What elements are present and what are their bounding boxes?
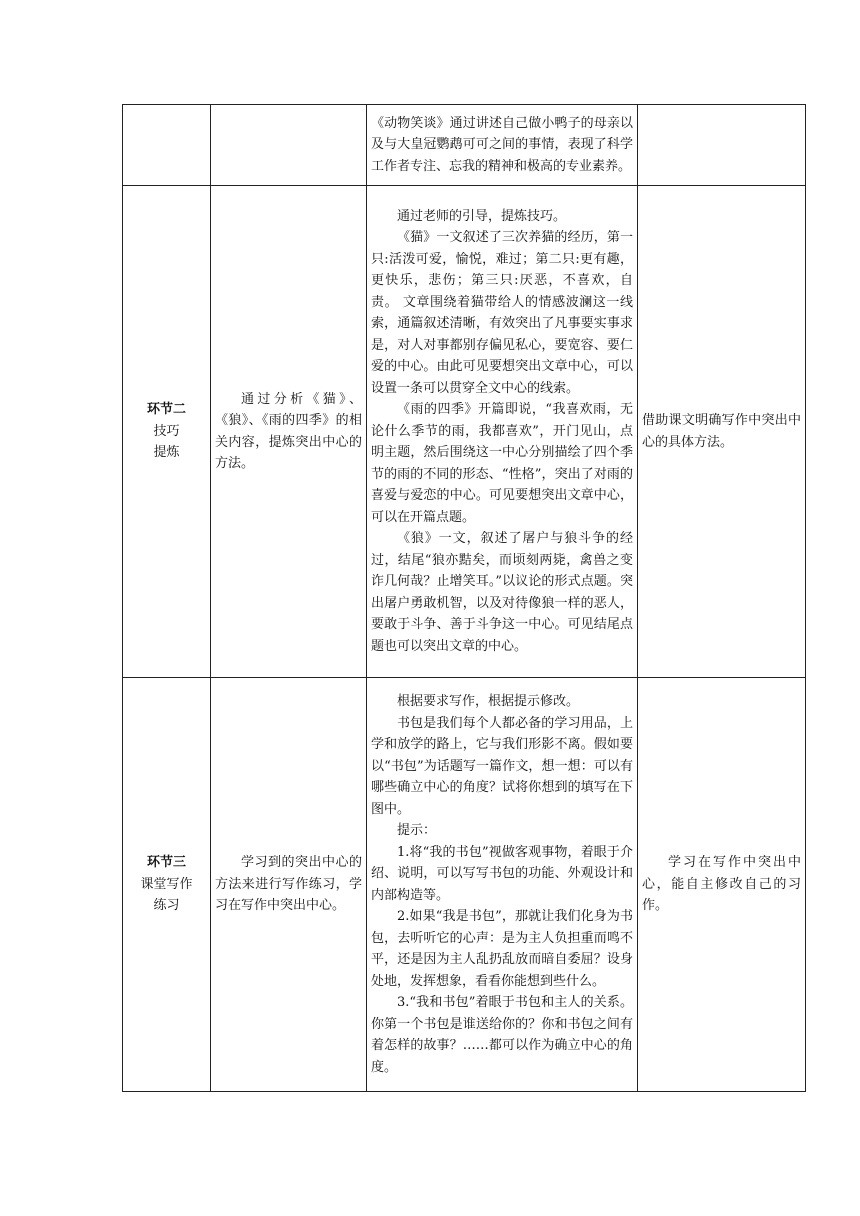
intent-cell: 借助课文明确写作中突出中心的具体方法。 <box>638 186 806 678</box>
content-cell <box>367 186 638 678</box>
stage-title: 环节三 <box>146 855 186 871</box>
content-paragraph: 提示： <box>397 823 437 838</box>
stage-subtitle: 练习 <box>153 898 180 914</box>
content-paragraph: 通过老师的引导，提炼技巧。 <box>397 208 567 224</box>
goal-cell: 通过分析《猫》、《狼》、《雨的四季》的相关内容，提炼突出中心的方法。 <box>211 186 367 678</box>
content-paragraph: 《猫》一文叙述了三次养猫的经历，第一只:活泼可爱，愉悦，难过；第二只:更有趣，更快乐，悲伤；第三只:厌恶，不喜欢，自责。 文章围绕着猫带给人的情感波澜这一线索，通篇叙述清晰，有效突出了凡事要实事求是，对人对事都别存偏见私心，要宽容、要仁爱的中心。由此可见要想突出文章中心，可以设置一条可以贯穿全文中心的线索。 <box>371 230 633 396</box>
stage-subtitle: 课堂写作 <box>140 876 193 892</box>
stage-title: 环节二 <box>146 402 186 418</box>
intent-cell: 学习在写作中突出中心，能自主修改自己的习作。 <box>638 678 806 1092</box>
stage-subtitle: 技巧 <box>153 423 180 439</box>
content-paragraph: 书包是我们每个人都必备的学习用品，上学和放学的路上，它与我们形影不离。假如要以“书包”为话题写一篇作文，想一想：可以有哪些确立中心的角度？试将你想到的填写在下图中。 <box>371 715 633 817</box>
stage-cell <box>123 678 211 1092</box>
table-row <box>123 186 806 678</box>
content-paragraph: 根据要求写作，根据提示修改。 <box>397 694 580 709</box>
content-paragraph: 2.如果“我是书包”，那就让我们化身为书包，去听听它的心声：是为主人负担重而鸣不平，还是因为主人乱扔乱放而暗自委屈？设身处地，发挥想象，看看你能想到些什么。 <box>371 909 633 989</box>
stage-cell <box>123 186 211 678</box>
intent-cell <box>638 105 806 186</box>
content-paragraph: 《动物笑谈》通过讲述自己做小鸭子的母亲以及与大皇冠鹦鹉可可之间的事情，表现了科学工作者专注、忘我的精神和极高的专业素养。 <box>371 115 633 174</box>
table-row <box>123 678 806 1092</box>
content-cell <box>367 105 638 186</box>
stage-cell <box>123 105 211 186</box>
lesson-plan-table <box>122 104 806 1092</box>
content-cell <box>367 678 638 1092</box>
content-paragraph: 1.将“我的书包”视做客观事物，着眼于介绍、说明，可以写写书包的功能、外观设计和内部构造等。 <box>371 844 633 903</box>
content-paragraph: 3.“我和书包”着眼于书包和主人的关系。你第一个书包是谁送给你的？你和书包之间有着怎样的故事？……都可以作为确立中心的角度。 <box>371 995 633 1075</box>
table-row <box>123 105 806 186</box>
goal-cell: 学习到的突出中心的方法来进行写作练习，学习在写作中突出中心。 <box>211 678 367 1092</box>
content-paragraph: 《雨的四季》开篇即说，“我喜欢雨，无论什么季节的雨，我都喜欢”，开门见山，点明主题，然后围绕这一中心分别描绘了四个季节的雨的不同的形态、“性格”，突出了对雨的喜爱与爱恋的中心。可见要想突出文章中心，可以在开篇点题。 <box>371 402 633 525</box>
stage-subtitle: 提炼 <box>153 445 180 461</box>
content-paragraph: 《狼》一文，叙述了屠户与狼斗争的经过，结尾“狼亦黠矣，而顷刻两毙，禽兽之变诈几何哉？止增笑耳。”以议论的形式点题。突出屠户勇敢机智，以及对待像狼一样的恶人，要敢于斗争、善于斗争这一中心。可见结尾点题也可以突出文章的中心。 <box>371 531 633 654</box>
goal-cell <box>211 105 367 186</box>
